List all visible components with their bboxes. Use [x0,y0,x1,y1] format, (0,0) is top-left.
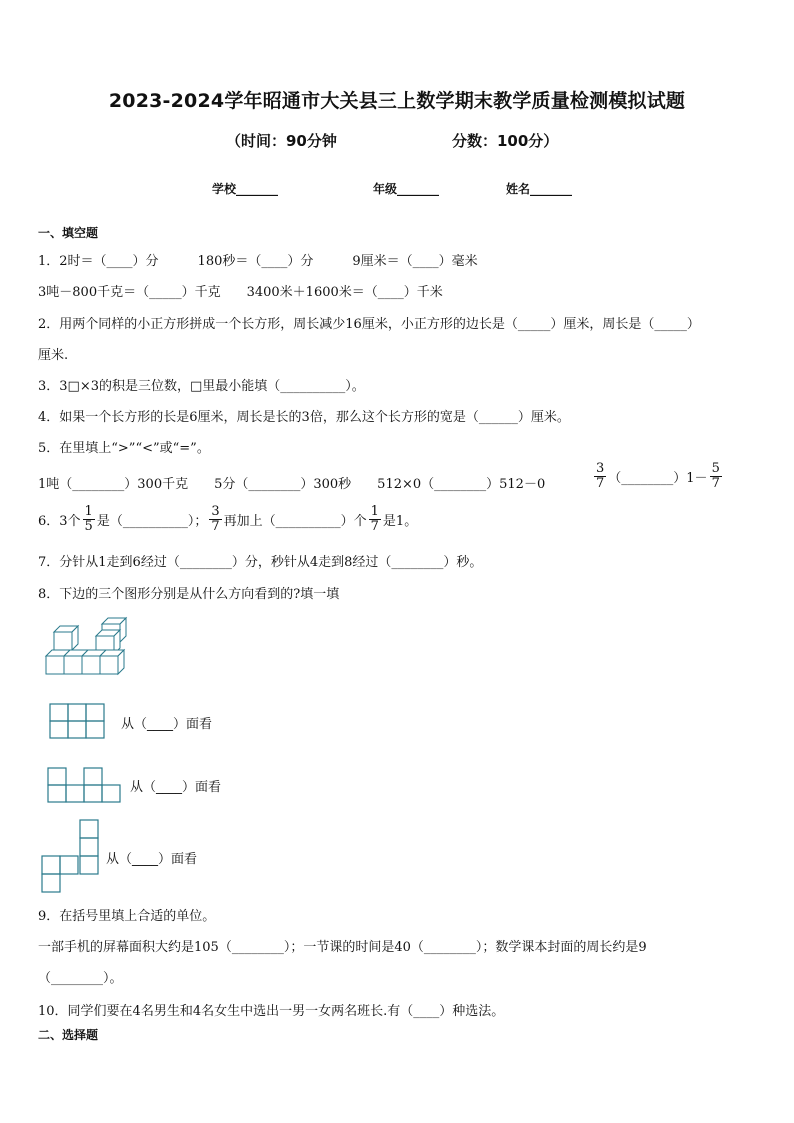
fraction: $\frac{3}{7}$ [596,461,605,491]
view-figure-3 [40,818,102,894]
question-7: 7．分针从1走到6经过（________）分，秒针从4走到8经过（________）秒。 [38,555,483,570]
page-title: 2023-2024学年昭通市大关县三上数学期末教学质量检测模拟试题 [108,90,686,112]
question-8: 8．下边的三个图形分别是从什么方向看到的?填一填 [38,587,340,602]
view-figure-2 [46,766,124,804]
view-figure-1 [48,702,110,740]
question-3: 3．3□×3的积是三位数，□里最小能填（__________）。 [38,379,365,394]
question-9-line-2: （________）。 [38,971,123,986]
school-field: 学校_______ [212,182,279,196]
fraction: $\frac{3}{7}$ [211,504,220,534]
question-1-line-1: 1．2时＝（____）分 180秒＝（____）分 9厘米＝（____）毫米 [38,254,478,269]
exam-score: 分数：100分） [452,132,559,150]
fraction: $\frac{1}{5}$ [84,504,93,534]
view-2-label: 从（____）面看 [130,780,222,795]
view-1-label: 从（____）面看 [121,717,213,732]
question-10: 10．同学们要在4名男生和4名女生中选出一男一女两名班长.有（____）种选法。 [38,1004,505,1019]
question-5-fraction-item: $\frac{3}{7}$ （________）1－ $\frac{5}{7}$ [596,461,720,491]
name-field: 姓名_______ [506,182,573,196]
grade-field: 年级_______ [373,182,440,196]
question-1-line-2: 3吨－800千克＝（_____）千克 3400米＋1600米＝（____）千米 [38,285,443,300]
view-3-label: 从（____）面看 [106,852,198,867]
section-heading-choice: 二、选择题 [38,1028,99,1042]
question-5-items: 1吨（________）300千克 5分（________）300秒 512×0（________）512－0 [38,477,546,492]
question-9: 9．在括号里填上合适的单位。 [38,909,216,924]
section-heading-fill: 一、填空题 [38,226,99,240]
question-5: 5．在里填上“>”“<”或“=”。 [38,441,210,456]
question-2-line-1: 2．用两个同样的小正方形拼成一个长方形，周长减少16厘米，小正方形的边长是（_____）厘米，周长是（_____） [38,317,700,332]
question-2-line-2: 厘米. [38,348,69,363]
fraction: $\frac{1}{7}$ [370,504,379,534]
question-4: 4．如果一个长方形的长是6厘米，周长是长的3倍，那么这个长方形的宽是（______）厘米。 [38,410,570,425]
fraction: $\frac{5}{7}$ [711,461,720,491]
question-6: 6．3个 $\frac{1}{5}$ 是（__________）； $\frac{3}{7}$ 再加上（__________）个 $\frac{1}{7}$ 是1。 [38,504,418,534]
cube-stack-figure [40,612,130,678]
exam-time: （时间：90分钟 [226,132,337,150]
question-9-line-1: 一部手机的屏幕面积大约是105（________）；一节课的时间是40（________）；数学课本封面的周长约是9 [38,940,647,955]
